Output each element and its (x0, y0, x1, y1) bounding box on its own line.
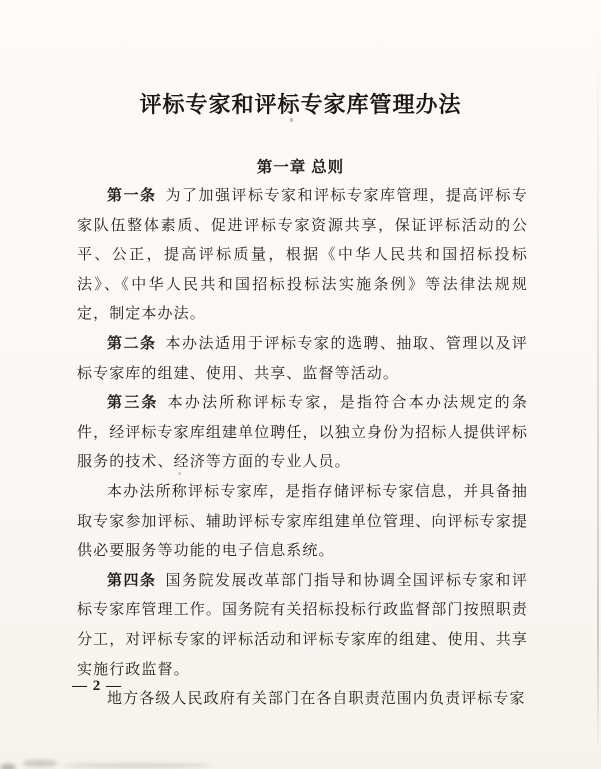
scan-speck (290, 118, 293, 122)
article-4-text: 国务院发展改革部门指导和协调全国评标专家和评标专家库管理工作。国务院有关招标投标行政监督部门按照职责分工，对评标专家的评标活动和评标专家库的组建、使用、共享实施行政监督。 (77, 572, 529, 678)
article-paragraph-3-continued (77, 478, 528, 567)
scan-speck (178, 472, 181, 475)
scan-smudge (22, 760, 58, 767)
scan-smudge (0, 764, 16, 769)
chapter-heading: 第一章 总则 (256, 159, 345, 176)
article-2-label: 第二条 (107, 335, 157, 352)
article-1-text: 为了加强评标专家和评标专家库管理，提高评标专家队伍整体素质、促进评标专家资源共享，保证评标活动的公平、公正，提高评标质量，根据《中华人民共和国招标投标法》、《中华人民共和国招标投标法实施条例》等法律法规规定，制定本办法。 (77, 188, 529, 323)
page-number: — 2 — (72, 678, 122, 694)
document-title: 评标专家和评标专家库管理办法 (139, 92, 462, 117)
article-paragraph-4 (77, 567, 528, 685)
article-1-label: 第一条 (107, 188, 157, 204)
article-paragraph-1 (77, 182, 528, 330)
article-2-text: 本办法适用于评标专家的选聘、抽取、管理以及评标专家库的组建、使用、共享、监督等活动。 (77, 335, 529, 382)
article-paragraph-2 (77, 330, 528, 389)
scan-edge-shadow (597, 28, 599, 743)
scan-smudge (62, 763, 212, 768)
article-4-label: 第四条 (107, 572, 157, 589)
article-4-continued-text: 地方各级人民政府有关部门在各自职责范围内负责评标专家 (107, 691, 526, 708)
document-body (77, 182, 528, 715)
article-3-text: 本办法所称评标专家，是指符合本办法规定的条件，经评标专家库组建单位聘任，以独立身份为招标人提供评标服务的技术、经济等方面的专业人员。 (77, 395, 528, 471)
article-paragraph-4-continued (77, 685, 528, 715)
article-paragraph-3 (77, 389, 528, 478)
article-3-continued-text: 本办法所称评标专家库，是指存储评标专家信息，并具备抽取专家参加评标、辅助评标专家库组建单位管理、向评标专家提供必要服务等功能的电子信息系统。 (77, 483, 528, 560)
article-3-label: 第三条 (107, 395, 159, 412)
